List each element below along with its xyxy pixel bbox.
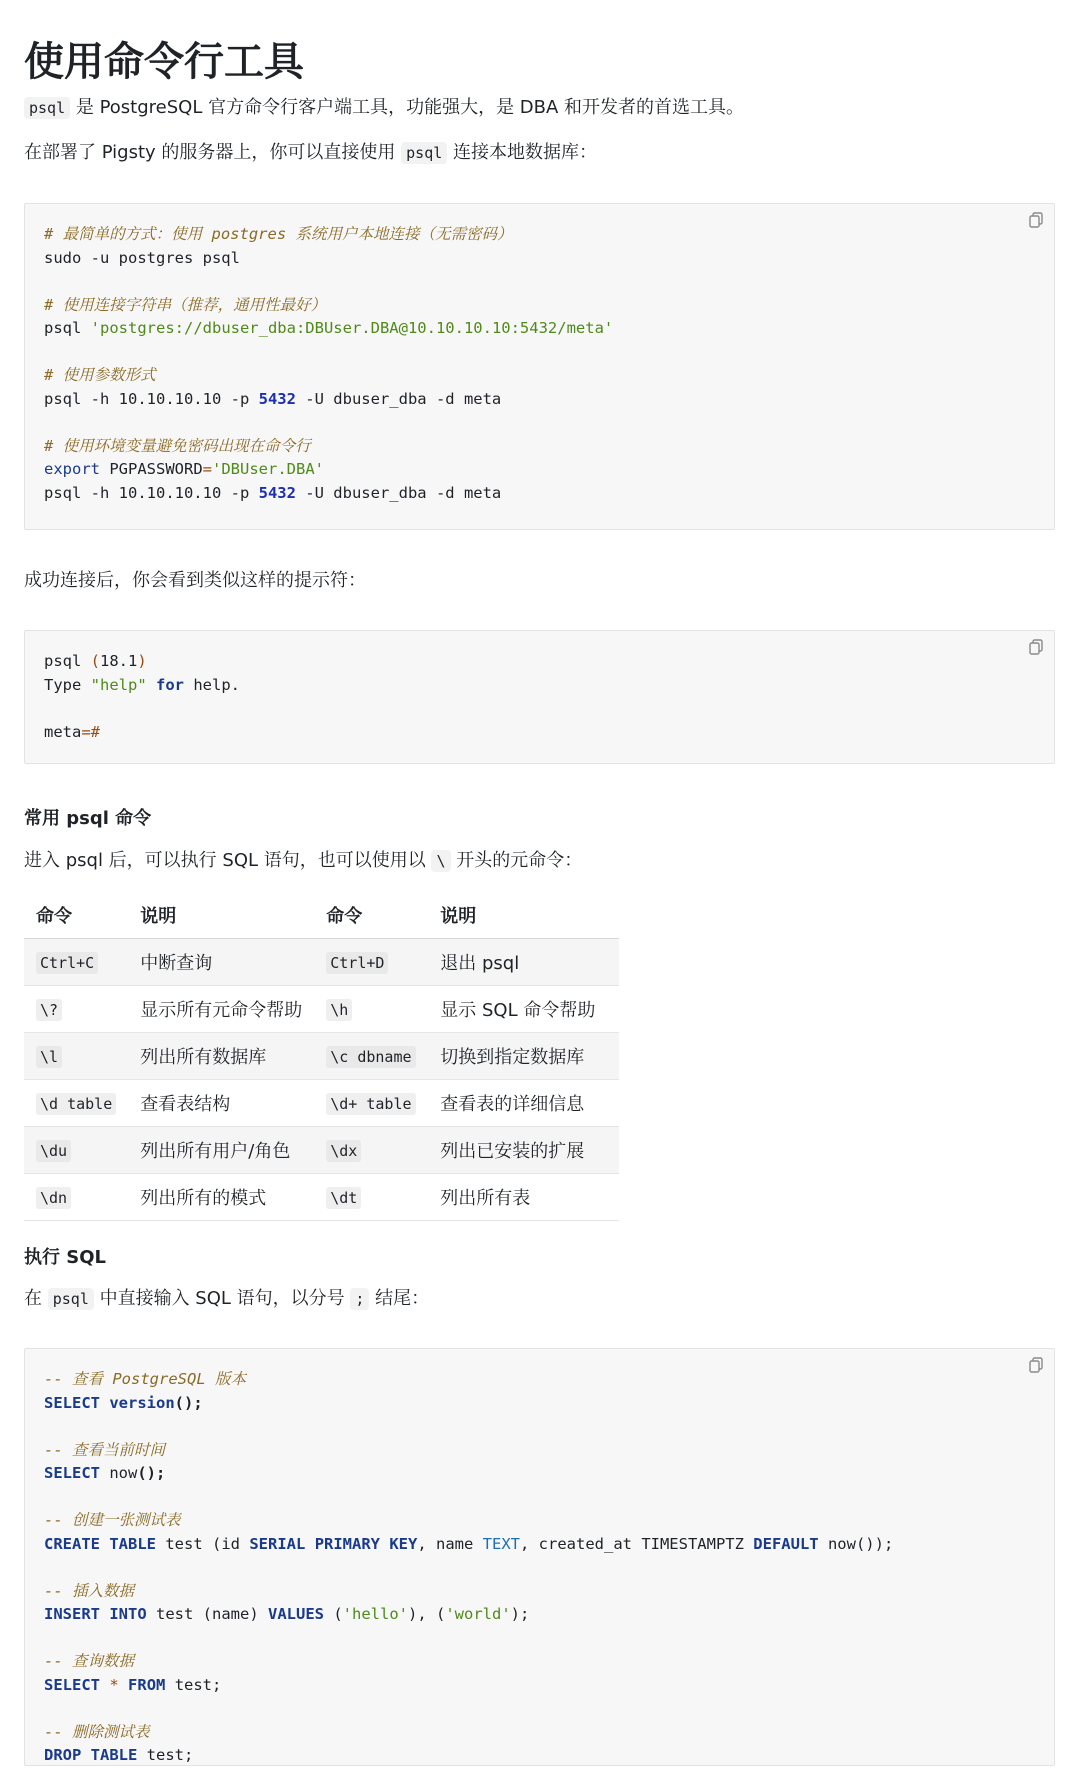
code-comment: -- 查看当前时间 [44, 1440, 165, 1459]
code-keyword: export [44, 460, 100, 478]
code-comment: # 最简单的方式：使用 postgres 系统用户本地连接（无需密码） [44, 225, 513, 243]
sql-desc-text-c: 结尾： [369, 1288, 430, 1309]
table-cell-command [314, 1080, 428, 1127]
table-header-cell: 命令 [314, 892, 428, 939]
code-keyword: TABLE [90, 1746, 138, 1764]
code-comment: # 使用环境变量避免密码出现在命令行 [44, 436, 311, 455]
table-cell-command [314, 986, 428, 1033]
code-line: test; [137, 1746, 194, 1764]
psql-desc-paragraph [24, 847, 582, 875]
code-line: now()); [818, 1534, 894, 1553]
table-cell-description: 查看表的详细信息 [428, 1080, 619, 1127]
section-heading-psql: 常用 psql 命令 [24, 808, 152, 829]
code-operator: ( [90, 652, 101, 670]
table-cell-description: 切换到指定数据库 [428, 1033, 619, 1080]
code-keyword: SELECT [44, 1675, 100, 1694]
code-function: version [100, 1393, 175, 1412]
psql-desc-text-b: 开头的元命令： [450, 850, 583, 871]
code-comment: -- 删除测试表 [44, 1722, 150, 1741]
table-row [24, 1080, 619, 1127]
command-code: \l [36, 1046, 62, 1068]
code-content-prompt [44, 650, 240, 744]
code-keyword: DEFAULT [753, 1534, 819, 1553]
code-line: help. [184, 675, 241, 694]
code-content-sql [44, 1368, 893, 1768]
table-cell-description: 列出所有表 [428, 1174, 619, 1221]
code-content-connect [44, 223, 613, 505]
code-string: 'postgres://dbuser_dba:DBUser.DBA@10.10.10.10:5432/meta' [90, 319, 614, 337]
code-string: 'DBUser.DBA' [212, 460, 324, 478]
sql-desc-paragraph [24, 1285, 429, 1313]
table-header-cell: 命令 [24, 892, 128, 939]
code-keyword: SERIAL [249, 1534, 306, 1553]
code-line: psql [44, 652, 91, 670]
command-code: \c dbname [326, 1046, 415, 1068]
code-keyword: SELECT [44, 1464, 100, 1482]
table-cell-description: 显示所有元命令帮助 [128, 986, 314, 1033]
code-keyword: VALUES [268, 1605, 324, 1623]
table-cell-description: 列出所有用户/角色 [128, 1127, 314, 1174]
inline-code-semicolon: ; [350, 1288, 369, 1310]
table-cell-command [314, 939, 428, 986]
code-line: psql -h 10.10.10.10 -p [44, 483, 259, 502]
after-connect-paragraph: 成功连接后，你会看到类似这样的提示符： [24, 570, 366, 591]
section-heading-sql: 执行 SQL [24, 1247, 107, 1268]
command-code: \h [326, 999, 352, 1021]
code-operator: =# [81, 722, 100, 741]
code-line: test; [165, 1675, 222, 1694]
code-line: PGPASSWORD [100, 460, 203, 478]
table-header-cell: 说明 [428, 892, 619, 939]
code-keyword: TABLE [109, 1534, 157, 1553]
table-cell-command [314, 1127, 428, 1174]
table-header-cell: 说明 [128, 892, 314, 939]
command-code: \du [36, 1140, 71, 1162]
code-line: 18.1 [100, 652, 138, 670]
code-comment: # 使用连接字符串（推荐，通用性最好） [44, 295, 327, 314]
table-row [24, 1033, 619, 1080]
code-keyword: FROM [128, 1675, 166, 1694]
code-operator: = [202, 460, 212, 478]
table-row [24, 1174, 619, 1221]
command-code: \? [36, 999, 62, 1021]
inline-code-backslash: \ [431, 850, 450, 872]
inline-code-psql-3: psql [48, 1288, 94, 1310]
code-comment: -- 创建一张测试表 [44, 1511, 181, 1529]
inline-code-psql: psql [24, 97, 70, 119]
copy-icon[interactable] [1028, 1357, 1044, 1373]
table-cell-command [24, 1174, 128, 1221]
code-line: test (id [156, 1534, 250, 1553]
code-punctuation: ), ( [408, 1605, 446, 1623]
command-code: \d table [36, 1093, 116, 1115]
table-cell-command [24, 1127, 128, 1174]
table-header-row [24, 892, 619, 939]
table-cell-description: 中断查询 [128, 939, 314, 986]
table-cell-command [24, 1033, 128, 1080]
code-comment: -- 插入数据 [44, 1581, 134, 1600]
page-title: 使用命令行工具 [24, 39, 304, 85]
code-operator: ) [137, 652, 147, 670]
command-code: Ctrl+D [326, 952, 388, 974]
copy-icon[interactable] [1028, 212, 1044, 228]
code-line: sudo -u postgres psql [44, 248, 240, 267]
code-number: 5432 [258, 483, 296, 502]
intro-text-1: 是 PostgreSQL 官方命令行客户端工具，功能强大，是 DBA 和开发者的首选工具。 [70, 97, 745, 118]
code-line: -U dbuser_dba -d meta [295, 389, 502, 408]
code-punctuation: (); [174, 1393, 203, 1412]
copy-icon[interactable] [1028, 639, 1044, 655]
code-keyword: INTO [109, 1605, 147, 1623]
psql-commands-table [24, 892, 619, 1221]
code-block-sql [24, 1348, 1055, 1766]
code-line: psql -h 10.10.10.10 -p [44, 389, 259, 408]
intro-text-2a: 在部署了 Pigsty 的服务器上，你可以直接使用 [24, 142, 402, 163]
code-line: , name [417, 1534, 483, 1553]
table-cell-command [24, 939, 128, 986]
code-keyword: DROP [44, 1746, 82, 1764]
code-comment: -- 查询数据 [44, 1652, 134, 1670]
code-comment: # 使用参数形式 [44, 366, 156, 384]
table-cell-description: 退出 psql [428, 939, 619, 986]
code-keyword: SELECT [44, 1393, 100, 1412]
code-block-prompt [24, 630, 1055, 764]
intro-text-2b: 连接本地数据库： [447, 142, 597, 163]
table-cell-description: 列出已安装的扩展 [428, 1127, 619, 1174]
code-type: TEXT [482, 1534, 520, 1553]
code-keyword: PRIMARY KEY [314, 1534, 418, 1553]
command-code: \d+ table [326, 1093, 415, 1115]
code-line: , created_at TIMESTAMPTZ [520, 1534, 754, 1553]
table-cell-command [314, 1033, 428, 1080]
table-cell-description: 显示 SQL 命令帮助 [428, 986, 619, 1033]
table-cell-description: 查看表结构 [128, 1080, 314, 1127]
table-cell-description: 列出所有数据库 [128, 1033, 314, 1080]
command-code: \dn [36, 1187, 71, 1209]
table-row [24, 939, 619, 986]
code-comment: -- 查看 PostgreSQL 版本 [44, 1370, 246, 1388]
code-line: -U dbuser_dba -d meta [295, 483, 502, 502]
code-punctuation: (); [137, 1464, 166, 1482]
code-line: test (name) [146, 1605, 268, 1623]
command-code: \dx [326, 1140, 361, 1162]
code-keyword: INSERT [44, 1605, 100, 1623]
code-keyword: CREATE [44, 1534, 100, 1553]
code-keyword: for [156, 675, 185, 694]
code-line: Type [44, 675, 91, 694]
table-cell-description: 列出所有的模式 [128, 1174, 314, 1221]
code-string: "help" [90, 675, 147, 694]
inline-code-psql-2: psql [401, 142, 447, 164]
code-punctuation: ); [510, 1605, 530, 1623]
sql-desc-text-b: 中直接输入 SQL 语句，以分号 [93, 1288, 351, 1309]
table-row [24, 1127, 619, 1174]
code-line: psql [44, 319, 91, 337]
table-cell-command [24, 986, 128, 1033]
code-number: 5432 [258, 389, 296, 408]
code-string: 'world' [445, 1605, 511, 1623]
intro-paragraph-2 [24, 139, 597, 167]
code-block-connect [24, 203, 1055, 530]
command-code: \dt [326, 1187, 361, 1209]
table-cell-command [24, 1080, 128, 1127]
code-function: now [100, 1464, 138, 1482]
table-cell-command [314, 1174, 428, 1221]
sql-desc-text-a: 在 [24, 1288, 48, 1309]
code-string: 'hello' [342, 1605, 408, 1623]
command-code: Ctrl+C [36, 952, 98, 974]
table-row [24, 986, 619, 1033]
code-punctuation: ( [324, 1605, 343, 1623]
code-line: meta [44, 722, 82, 741]
psql-desc-text-a: 进入 psql 后，可以执行 SQL 语句，也可以使用以 [24, 850, 432, 871]
intro-paragraph-1 [24, 94, 744, 122]
code-operator: * [109, 1675, 119, 1694]
